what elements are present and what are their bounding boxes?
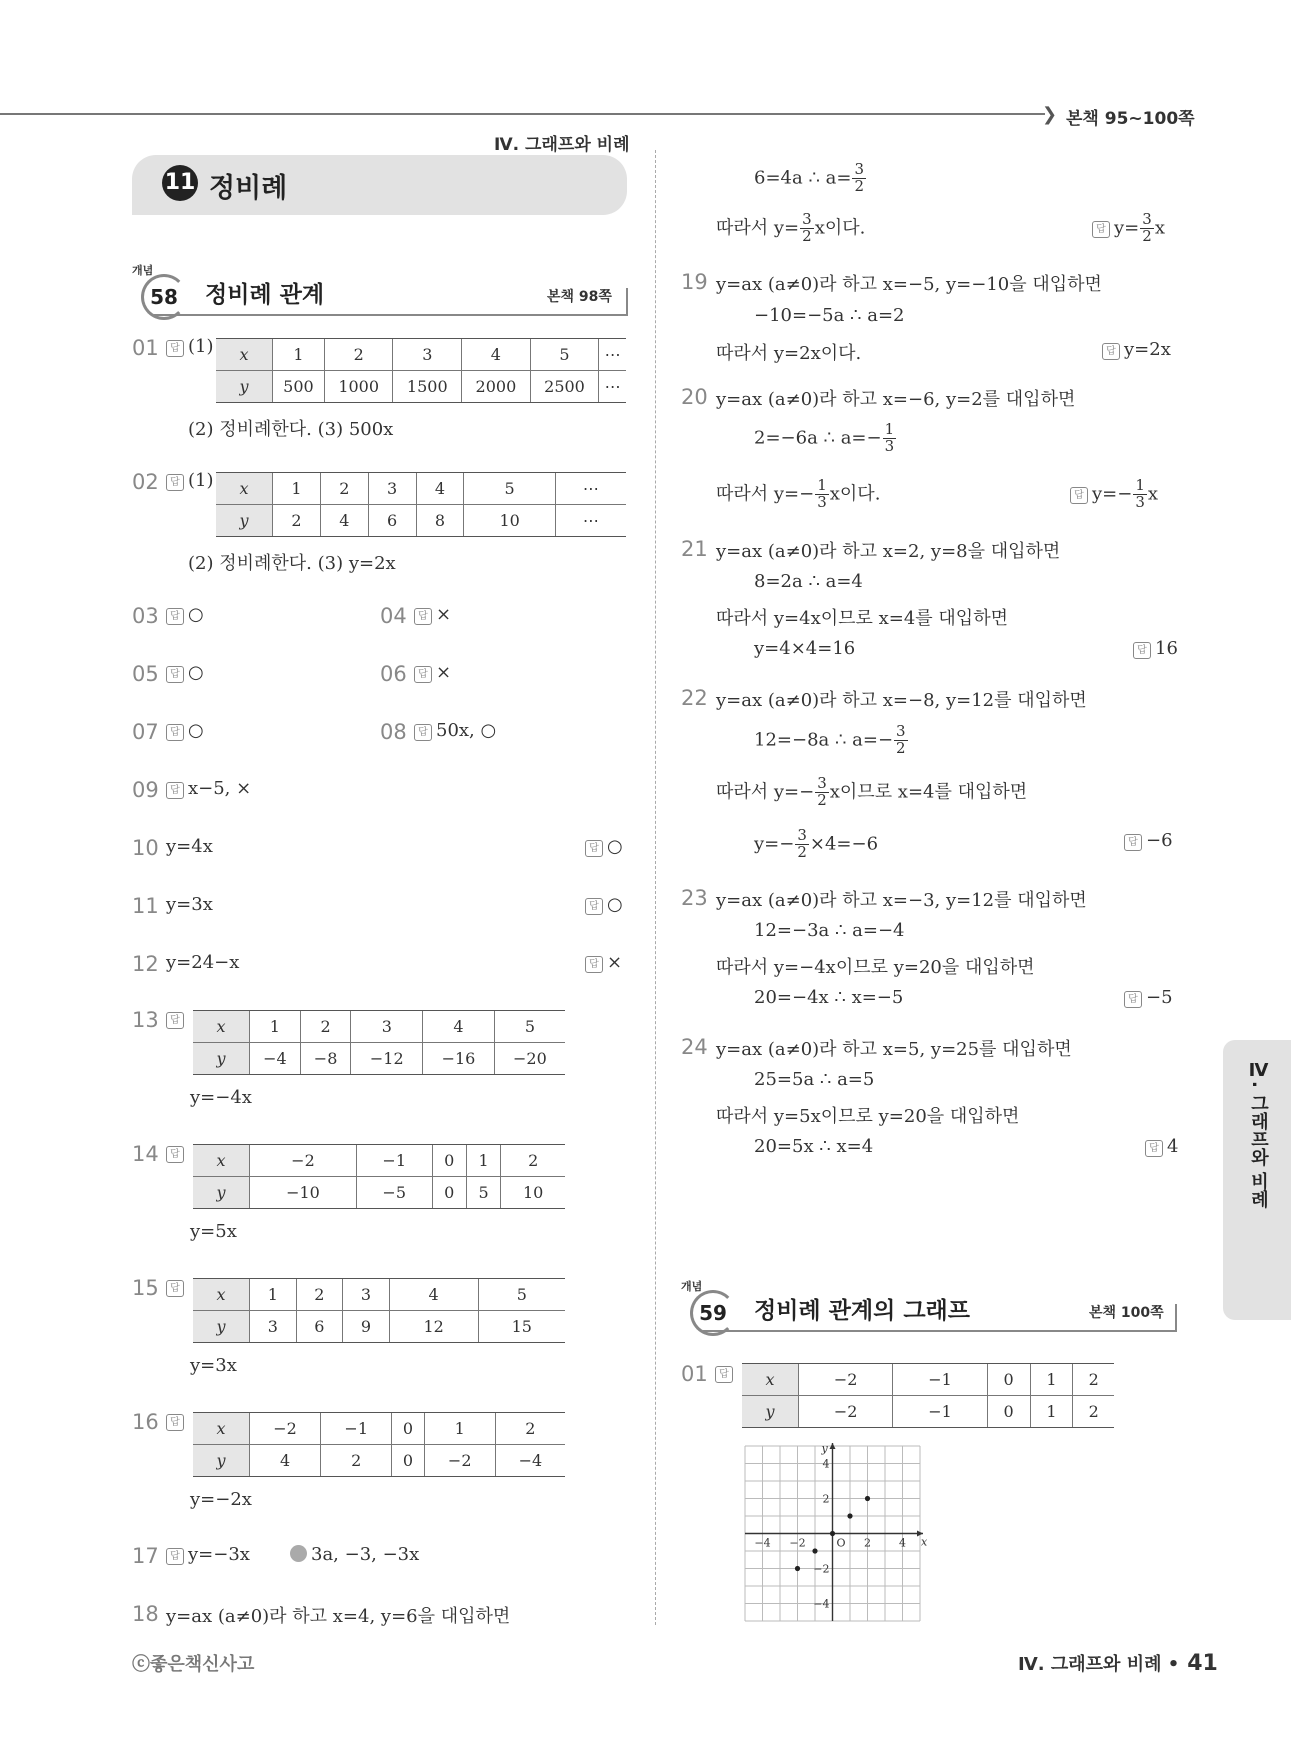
work-line: 따라서 y=2x이다.: [716, 343, 862, 364]
problem-number: 11: [132, 894, 159, 918]
concept-rule-tick: [1175, 1304, 1177, 1332]
problem-number: 07: [132, 720, 159, 744]
work-line: y=ax (a≠0)라 하고 x=2, y=8을 대입하면: [716, 541, 1061, 562]
chapter-side-tab-label: Ⅳ. 그래프와 비례: [1248, 1060, 1269, 1209]
answer-line: 답 ○: [166, 604, 204, 625]
x-tick-label: −2: [789, 1536, 806, 1550]
work-line: y=ax (a≠0)라 하고 x=−6, y=2를 대입하면: [716, 389, 1076, 410]
problem-number: 22: [681, 686, 708, 710]
x-tick-label: 2: [864, 1536, 871, 1550]
work-line: y=ax (a≠0)라 하고 x=−3, y=12를 대입하면: [716, 890, 1087, 911]
work-text: y=24−x: [166, 952, 240, 973]
problem-number: 10: [132, 836, 159, 860]
work-text: y=4x: [166, 836, 213, 857]
answer-icon: 답: [166, 474, 184, 491]
chapter-title: Ⅳ. 그래프와 비례: [494, 135, 630, 155]
problem-number: 03: [132, 604, 159, 628]
concept-reference: 본책 100쪽: [1089, 1305, 1164, 1321]
work-line: 따라서 y=4x이므로 x=4를 대입하면: [716, 608, 1008, 629]
problem-number: 01: [132, 336, 159, 360]
publisher-logo-text: ⓒ좋은책신사고: [132, 1654, 255, 1675]
column-divider: [655, 150, 656, 1625]
problem-number: 21: [681, 537, 708, 561]
data-point: [812, 1548, 817, 1553]
problem-number: 16: [132, 1410, 159, 1434]
value-table: x −2 −1 0 1 2 y 4 2 0 −2 −4: [193, 1412, 565, 1477]
section-banner: [132, 155, 627, 215]
work-line: 8=2a ∴ a=4: [754, 571, 863, 592]
origin-label: O: [836, 1536, 846, 1550]
work-line: 20=−4x ∴ x=−5: [754, 987, 904, 1008]
problem-number: 04: [380, 604, 407, 628]
problem-number: 08: [380, 720, 407, 744]
x-axis-label: x: [921, 1535, 928, 1549]
work-line: y=4×4=16: [754, 638, 856, 659]
work-line: 20=5x ∴ x=4: [754, 1136, 874, 1157]
concept-rule: [154, 314, 626, 316]
answer-icon-wrap: 답: [715, 1362, 737, 1383]
y-axis-label: y: [821, 1442, 828, 1455]
page-footer: Ⅳ. 그래프와 비례 • 41: [1018, 1651, 1218, 1676]
answer-line: 답 y=− $\frac{1}{3}$ x: [1070, 478, 1158, 511]
data-point: [865, 1496, 870, 1501]
data-point: [830, 1531, 835, 1536]
answer-line: 답 (1): [166, 470, 214, 491]
equation: y=3x: [190, 1355, 237, 1376]
concept-number: 59: [690, 1290, 736, 1336]
fraction: $\frac{3}{2}$: [854, 160, 864, 195]
answer-icon-wrap: 답: [166, 1008, 188, 1029]
y-tick-label: −4: [813, 1597, 830, 1611]
concept-reference: 본책 98쪽: [547, 289, 612, 305]
book-reference: 본책 95~100쪽: [1066, 109, 1195, 129]
problem-number: 01: [681, 1362, 708, 1386]
value-table: x 1 2 3 4 5 y −4 −8 −12 −16 −20: [193, 1010, 565, 1075]
value-table: x −2 −1 0 1 2 y −2 −1 0 1 2: [742, 1363, 1114, 1428]
hint-icon: [290, 1545, 307, 1562]
answer-line: 답 16: [1133, 638, 1178, 659]
work-line: −10=−5a ∴ a=2: [754, 305, 905, 326]
work-line: 따라서 y=5x이므로 y=20을 대입하면: [716, 1106, 1020, 1127]
problem-number: 12: [132, 952, 159, 976]
x-tick-label: 4: [899, 1536, 906, 1550]
answer-line: 답 (1): [166, 336, 214, 357]
concept-58-header: [132, 262, 628, 316]
problem-number: 02: [132, 470, 159, 494]
answer-line: 답 ×: [414, 604, 451, 625]
work-line: 12=−3a ∴ a=−4: [754, 920, 905, 941]
answer-line: 답 −6: [1124, 830, 1173, 851]
answer-line: 답 50x, ○: [414, 720, 496, 741]
problem-number: 15: [132, 1276, 159, 1300]
answer-icon: 답: [166, 340, 184, 357]
answer-line: 답 4: [1145, 1136, 1178, 1157]
answer-line: 답 y=2x: [1102, 339, 1171, 360]
problem-number: 14: [132, 1142, 159, 1166]
work-line: 6=4a ∴ a= $\frac{3}{2}$: [754, 160, 864, 195]
equation: y=−2x: [190, 1489, 252, 1510]
work-text: y=3x: [166, 894, 213, 915]
answer-line: 답 ○: [585, 894, 623, 915]
coordinate-graph: [740, 1442, 928, 1624]
answer-line: 답 ×: [414, 662, 451, 683]
y-tick-label: 2: [822, 1492, 830, 1506]
problem-number: 19: [681, 270, 708, 294]
concept-title: 정비례 관계: [205, 282, 325, 308]
answer-line: 답 y= $\frac{3}{2}$ x: [1092, 212, 1165, 245]
work-line: y=ax (a≠0)라 하고 x=−8, y=12를 대입하면: [716, 690, 1087, 711]
data-point: [795, 1566, 800, 1571]
work-line: 따라서 y= $\frac{3}{2}$ x이다.: [716, 210, 866, 245]
work-line: 따라서 y=− $\frac{1}{3}$ x이다.: [716, 476, 881, 511]
work-line: y=ax (a≠0)라 하고 x=−5, y=−10을 대입하면: [716, 274, 1102, 295]
answer-line: 답 ○: [166, 720, 204, 741]
section-number: 11: [162, 165, 198, 201]
data-point: [847, 1513, 852, 1518]
chevron-right-icon: ❯: [1042, 104, 1058, 125]
problem-number: 13: [132, 1008, 159, 1032]
concept-number: 58: [141, 274, 187, 320]
concept-rule: [703, 1330, 1177, 1332]
value-table: x −2 −1 0 1 2 y −10 −5 0 5 10: [193, 1144, 565, 1209]
concept-59-header: [681, 1278, 1177, 1332]
value-table: x 1 2 3 4 5 ⋯ y 2 4 6 8 10 ⋯: [216, 472, 626, 537]
problem-number: 17: [132, 1544, 159, 1568]
work-line: 따라서 y=−4x이므로 y=20을 대입하면: [716, 957, 1035, 978]
problem-number: 18: [132, 1602, 159, 1626]
answer-icon-wrap: 답: [166, 1276, 188, 1297]
answer-line: 답 ×: [585, 952, 622, 973]
page-number: 41: [1187, 1651, 1218, 1676]
y-tick-label: −2: [813, 1562, 830, 1576]
work-line: y=ax (a≠0)라 하고 x=4, y=6을 대입하면: [166, 1606, 511, 1627]
answer-line: 답 x−5, ×: [166, 778, 251, 799]
equation: y=−4x: [190, 1087, 252, 1108]
problem-number: 05: [132, 662, 159, 686]
x-tick-label: −4: [754, 1536, 771, 1550]
value-table: x 1 2 3 4 5 ⋯ y 500 1000 1500 2000 2500 ⋯: [216, 338, 626, 403]
work-line: 2=−6a ∴ a=− $\frac{1}{3}$: [754, 420, 895, 455]
answer-icon-wrap: 답: [166, 1142, 188, 1163]
work-line: 25=5a ∴ a=5: [754, 1069, 875, 1090]
work-line: y=− $\frac{3}{2}$ ×4=−6: [754, 826, 879, 861]
problem-number: 23: [681, 886, 708, 910]
problem-number: 06: [380, 662, 407, 686]
work-line: y=ax (a≠0)라 하고 x=5, y=25를 대입하면: [716, 1039, 1072, 1060]
answer-text: (2) 정비례한다. (3) y=2x: [188, 553, 396, 574]
y-tick-label: 4: [822, 1457, 830, 1471]
concept-label: 개념: [132, 264, 154, 277]
answer-line: 답 y=−3x: [166, 1544, 250, 1565]
concept-label: 개념: [681, 1280, 703, 1293]
hint-line: 3a, −3, −3x: [290, 1544, 419, 1565]
work-line: 따라서 y=− $\frac{3}{2}$ x이므로 x=4를 대입하면: [716, 774, 1028, 809]
problem-number: 20: [681, 385, 708, 409]
concept-title: 정비례 관계의 그래프: [754, 1298, 970, 1324]
problem-number: 24: [681, 1035, 708, 1059]
answer-icon-wrap: 답: [166, 1410, 188, 1431]
section-title: 정비례: [209, 173, 288, 204]
equation: y=5x: [190, 1221, 237, 1242]
problem-number: 09: [132, 778, 159, 802]
work-line: 12=−8a ∴ a=− $\frac{3}{2}$: [754, 722, 906, 757]
answer-text: (2) 정비례한다. (3) 500x: [188, 419, 394, 440]
answer-line: 답 ○: [166, 662, 204, 683]
value-table: x 1 2 3 4 5 y 3 6 9 12 15: [193, 1278, 565, 1343]
header-rule: [0, 113, 1045, 115]
answer-line: 답 −5: [1124, 987, 1173, 1008]
answer-line: 답 ○: [585, 836, 623, 857]
concept-rule-tick: [626, 288, 628, 316]
